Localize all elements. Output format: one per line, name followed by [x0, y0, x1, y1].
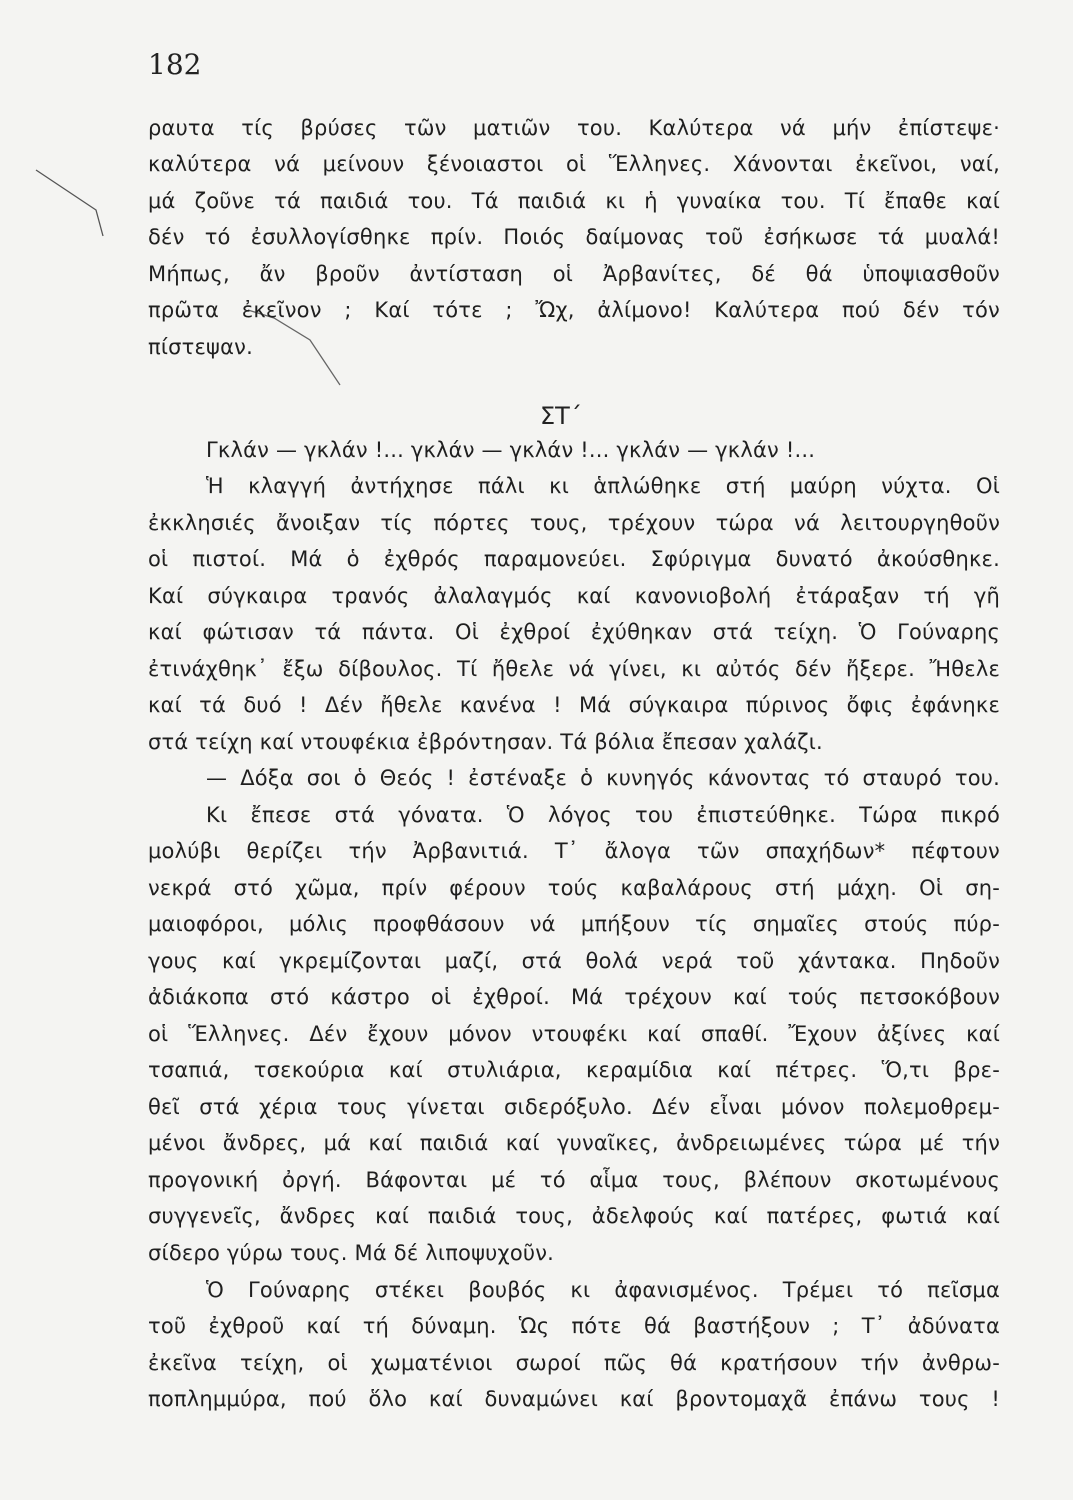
- text-line: οἱ Ἕλληνες. Δέν ἔχουν μόνον ντουφέκι καί σπαθί. Ἔχουν ἀξίνες καί: [148, 1022, 1000, 1046]
- text-line: ἐτινάχθηκ᾽ ἔξω δίβουλος. Τί ἤθελε νά γίνει, κι αὐτός δέν ἤξερε. Ἤθελε: [148, 657, 1000, 681]
- text-line: δέν τό ἐσυλλογίσθηκε πρίν. Ποιός δαίμονας τοῦ ἐσήκωσε τά μυαλά!: [148, 225, 1000, 249]
- text-line: οἱ πιστοί. Μά ὁ ἐχθρός παραμονεύει. Σφύριγμα δυνατό ἀκούσθηκε.: [148, 547, 1000, 571]
- text-line: ραυτα τίς βρύσες τῶν ματιῶν του. Καλύτερα νά μήν ἐπίστεψε·: [148, 116, 1000, 140]
- text-line: πρῶτα ἐκεῖνον ; Καί τότε ; Ὤχ, ἀλίμονο! Καλύτερα πού δέν τόν: [148, 298, 1000, 322]
- text-line: θεῖ στά χέρια τους γίνεται σιδερόξυλο. Δέν εἶναι μόνον πολεμοθρεμ-: [148, 1095, 1000, 1119]
- text-line: σίδερο γύρω τους. Μά δέ λιποψυχοῦν.: [148, 1241, 555, 1265]
- text-line: τσαπιά, τσεκούρια καί στυλιάρια, κεραμίδια καί πέτρες. Ὅ,τι βρε-: [148, 1058, 1000, 1082]
- text-line: ἐκκλησιές ἄνοιξαν τίς πόρτες τους, τρέχουν τώρα νά λειτουργηθοῦν: [148, 511, 1000, 535]
- text-line: τοῦ ἐχθροῦ καί τή δύναμη. Ὡς πότε θά βαστήξουν ; Τ᾽ ἀδύνατα: [148, 1314, 1000, 1338]
- text-line: προγονική ὀργή. Βάφονται μέ τό αἷμα τους, βλέπουν σκοτωμένους: [148, 1168, 1000, 1192]
- text-line: — Δόξα σοι ὁ Θεός ! ἐστέναξε ὁ κυνηγός κάνοντας τό σταυρό του.: [206, 766, 1000, 790]
- text-line: ποπλημμύρα, πού ὅλο καί δυναμώνει καί βροντομαχᾶ ἐπάνω τους !: [148, 1387, 1000, 1411]
- text-line: ἀδιάκοπα στό κάστρο οἱ ἐχθροί. Μά τρέχουν καί τούς πετσοκόβουν: [148, 985, 1000, 1009]
- text-line: καλύτερα νά μείνουν ξένοιαστοι οἱ Ἕλληνες. Χάνονται ἐκεῖνοι, ναί,: [148, 152, 1000, 176]
- text-line: πίστεψαν.: [148, 335, 253, 359]
- text-line: ἐκεῖνα τείχη, οἱ χωματένιοι σωροί πῶς θά κρατήσουν τήν ἀνθρω-: [148, 1351, 1000, 1375]
- text-line: καί τά δυό ! Δέν ἤθελε κανένα ! Μά σύγκαιρα πύρινος ὄφις ἐφάνηκε: [148, 693, 1000, 717]
- text-line: νεκρά στό χῶμα, πρίν φέρουν τούς καβαλάρους στή μάχη. Οἱ ση-: [148, 876, 1000, 900]
- text-line: μολύβι θερίζει τήν Ἀρβανιτιά. Τ᾽ ἄλογα τῶν σπαχήδων* πέφτουν: [148, 839, 1000, 863]
- text-line: γους καί γκρεμίζονται μαζί, στά θολά νερά τοῦ χάντακα. Πηδοῦν: [148, 949, 1000, 973]
- text-line: Ὁ Γούναρης στέκει βουβός κι ἀφανισμένος. Τρέμει τό πεῖσμα: [206, 1278, 1000, 1302]
- section-heading: ΣΤ΄: [540, 402, 582, 430]
- text-line: μένοι ἄνδρες, μά καί παιδιά καί γυναῖκες, ἀνδρειωμένες τώρα μέ τήν: [148, 1131, 1000, 1155]
- text-line: καί φώτισαν τά πάντα. Οἱ ἐχθροί ἐχύθηκαν στά τείχη. Ὁ Γούναρης: [148, 620, 1000, 644]
- text-line: Ἡ κλαγγή ἀντήχησε πάλι κι ἁπλώθηκε στή μαύρη νύχτα. Οἱ: [206, 474, 1000, 498]
- text-line: Κι ἔπεσε στά γόνατα. Ὁ λόγος του ἐπιστεύθηκε. Τώρα πικρό: [206, 803, 1000, 827]
- text-line: Καί σύγκαιρα τρανός ἀλαλαγμός καί κανονιοβολή ἐτάραξαν τή γῆ: [148, 584, 1000, 608]
- text-line: Γκλάν — γκλάν !... γκλάν — γκλάν !... γκλάν — γκλάν !...: [206, 438, 816, 462]
- page-number: 182: [148, 48, 202, 81]
- text-line: Μήπως, ἄν βροῦν ἀντίσταση οἱ Ἀρβανίτες, δέ θά ὑποψιασθοῦν: [148, 262, 1000, 286]
- text-line: στά τείχη καί ντουφέκια ἐβρόντησαν. Τά βόλια ἔπεσαν χαλάζι.: [148, 730, 823, 754]
- text-line: συγγενεῖς, ἄνδρες καί παιδιά τους, ἀδελφούς καί πατέρες, φωτιά καί: [148, 1204, 1000, 1228]
- text-line: μά ζοῦνε τά παιδιά του. Τά παιδιά κι ἡ γυναίκα του. Τί ἔπαθε καί: [148, 189, 1000, 213]
- text-line: μαιοφόροι, μόλις προφθάσουν νά μπήξουν τίς σημαῖες στούς πύρ-: [148, 912, 1000, 936]
